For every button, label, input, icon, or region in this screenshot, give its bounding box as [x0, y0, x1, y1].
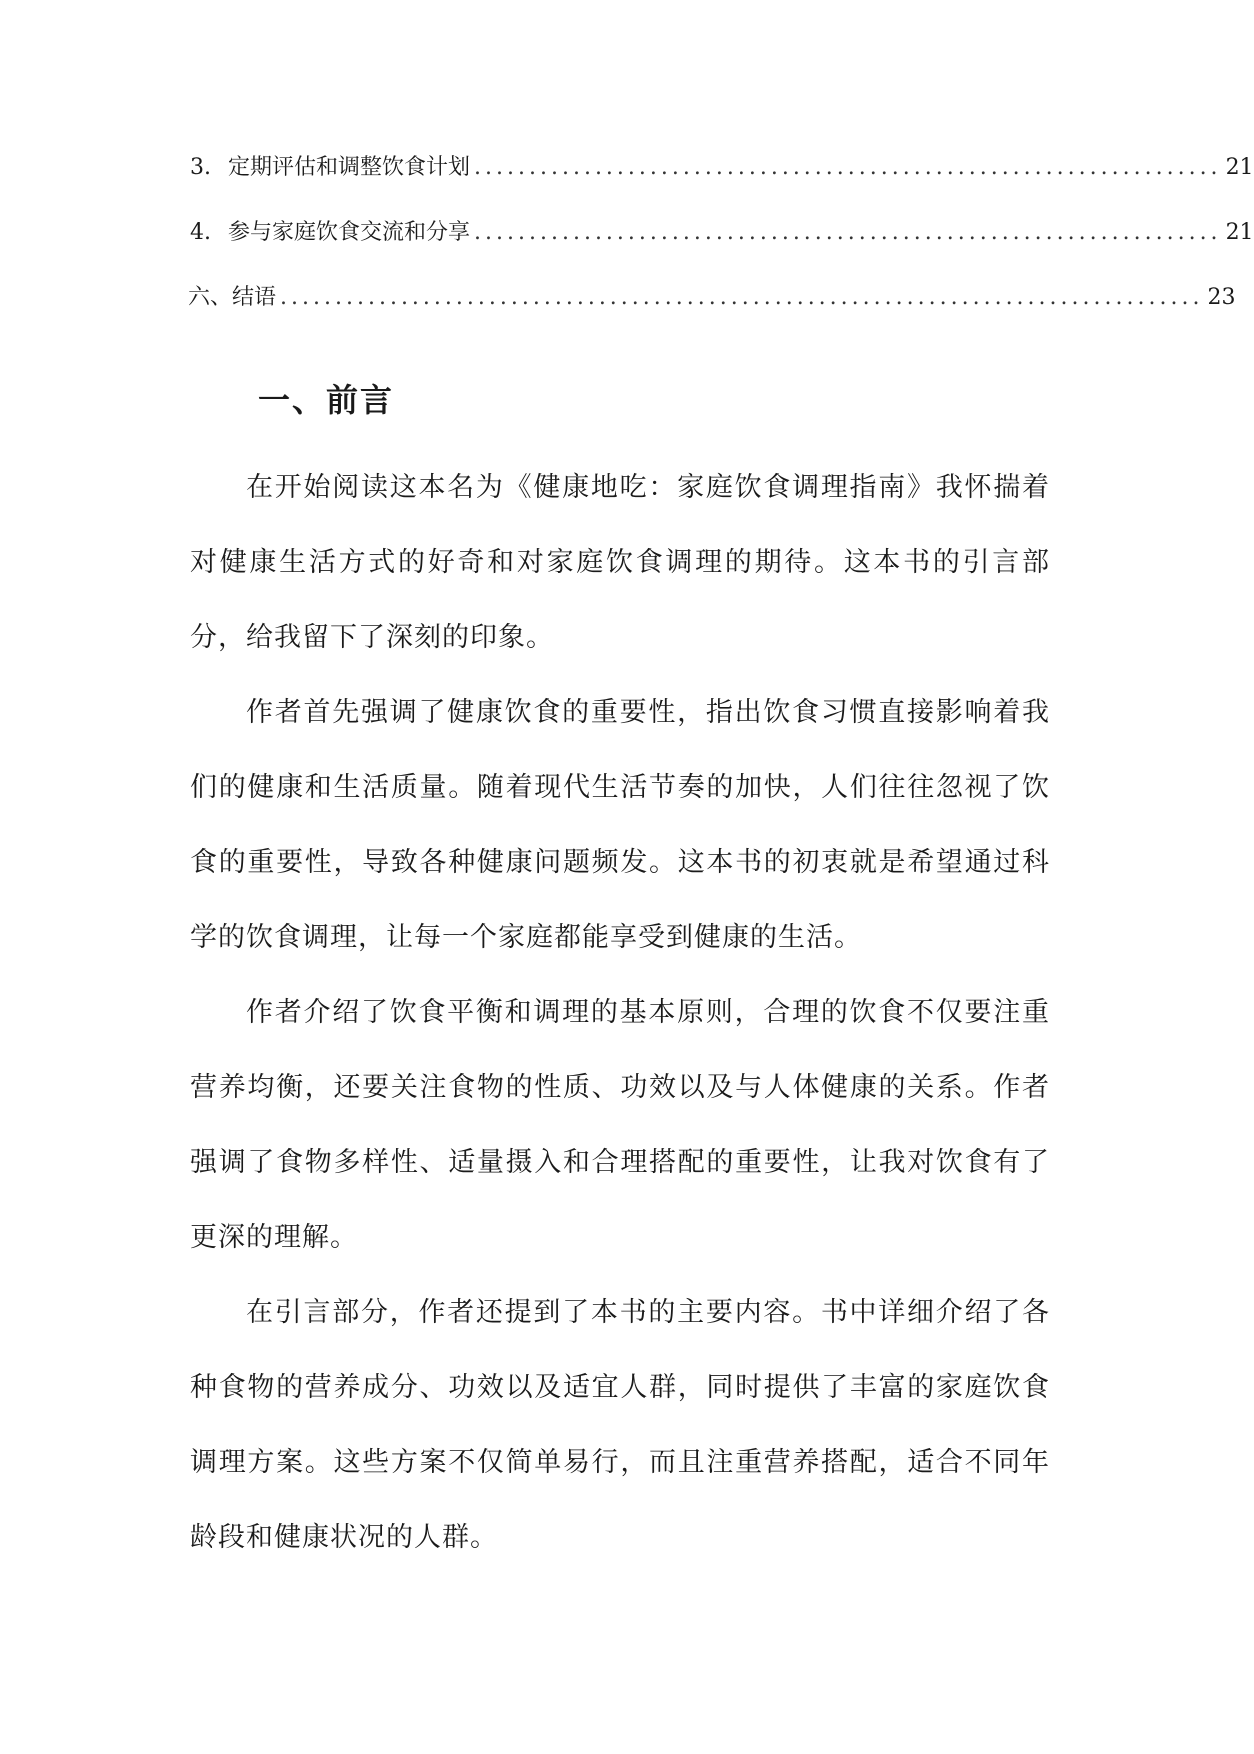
- body-paragraph: 作者首先强调了健康饮食的重要性，指出饮食习惯直接影响着我们的健康和生活质量。随着现代生活节奏的加快，人们往往忽视了饮食的重要性，导致各种健康问题频发。这本书的初衷就是希望通过科学的饮食调理，让每一个家庭都能享受到健康的生活。: [190, 697, 1050, 953]
- toc-leader-dots: ....................................................................: [474, 155, 1222, 180]
- toc-entry-number: 4.: [190, 220, 211, 245]
- toc-entry-page: 21: [1225, 155, 1254, 180]
- toc-entry[interactable]: [190, 148, 1254, 188]
- toc-leader-dots: ....................................................................................: [280, 285, 1204, 310]
- toc-entry[interactable]: [188, 278, 1236, 318]
- body-paragraph: 在引言部分，作者还提到了本书的主要内容。书中详细介绍了各种食物的营养成分、功效以及适宜人群，同时提供了丰富的家庭饮食调理方案。这些方案不仅简单易行，而且注重营养搭配，适合不同年龄段和健康状况的人群。: [190, 1297, 1050, 1553]
- toc-entry-number: 3.: [190, 155, 211, 180]
- toc-entry-title: 六、结语: [188, 285, 277, 310]
- body-paragraph: 作者介绍了饮食平衡和调理的基本原则，合理的饮食不仅要注重营养均衡，还要关注食物的性质、功效以及与人体健康的关系。作者强调了食物多样性、适量摄入和合理搭配的重要性，让我对饮食有了更深的理解。: [190, 997, 1050, 1253]
- toc-entry-page: 21: [1225, 220, 1254, 245]
- toc-entry-title: 定期评估和调整饮食计划: [228, 155, 471, 180]
- body-paragraph: 在开始阅读这本名为《健康地吃：家庭饮食调理指南》我怀揣着对健康生活方式的好奇和对家庭饮食调理的期待。这本书的引言部分，给我留下了深刻的印象。: [190, 472, 1050, 653]
- toc-entry-page: 23: [1207, 285, 1236, 310]
- toc-leader-dots: ....................................................................: [474, 220, 1222, 245]
- toc-entry[interactable]: [190, 213, 1254, 253]
- section-heading: 一、前言: [258, 381, 395, 419]
- toc-entry-title: 参与家庭饮食交流和分享: [228, 220, 471, 245]
